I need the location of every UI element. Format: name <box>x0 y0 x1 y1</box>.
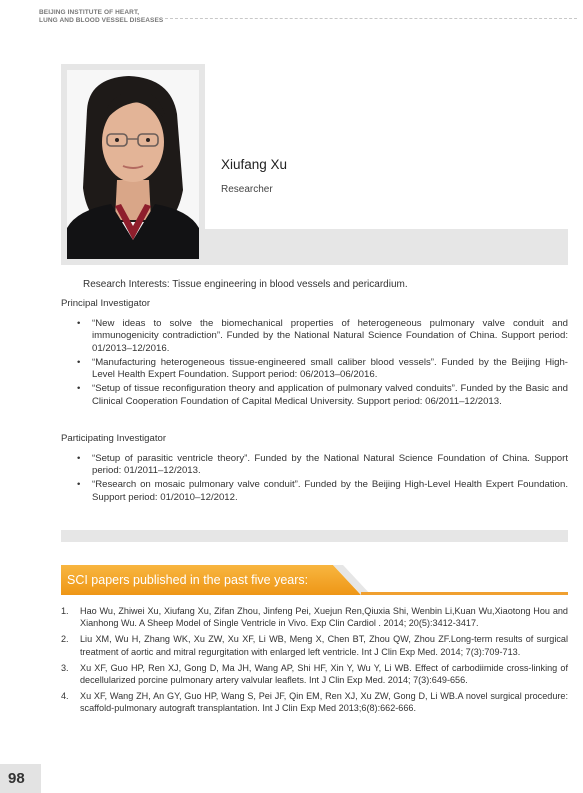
bullet-icon: • <box>77 453 81 464</box>
bullet-icon: • <box>77 318 81 329</box>
list-item <box>77 318 568 355</box>
list-item-text: “Setup of tissue reconfiguration theory and application of pulmonary valved conduits”. Funded by the Basic and Clinical Cooperation Foundation of Capital Medical University. Support period: 06/2011–12/2013. <box>92 383 568 407</box>
profile-gray-band <box>205 229 568 265</box>
list-item <box>61 633 568 657</box>
paper-citation: Liu XM, Wu H, Zhang WK, Xu ZW, Xu XF, Li WB, Meng X, Chen BT, Zhou QW, Zhou ZF.Long-term results of surgical treatment of aortic and mitral regurgitation with enlarged left ventricle. Int J Clin Exp Med. 2014; 7(3):709-713. <box>80 634 568 657</box>
list-item <box>61 690 568 714</box>
principal-investigator-heading: Principal Investigator <box>61 298 151 309</box>
participating-investigator-list <box>77 453 568 506</box>
list-item <box>77 357 568 382</box>
list-item-text: “Setup of parasitic ventricle theory”. Funded by the National Natural Science Foundation of China. Support period: 01/2011–12/2013. <box>92 453 568 477</box>
paper-citation: Xu XF, Wang ZH, An GY, Guo HP, Wang S, Pei JF, Qin EM, Ren XJ, Xu ZW, Gong D, Li WB.A novel surgical procedure: scaffold-pulmonary autograft transplantation. Int J Clin Exp Med 2013;6(8):662-666. <box>80 691 568 714</box>
paper-number: 4. <box>61 691 69 702</box>
list-item <box>77 479 568 504</box>
principal-investigator-list <box>77 318 568 410</box>
paper-number: 1. <box>61 606 69 616</box>
list-item-text: “New ideas to solve the biomechanical properties of heterogeneous pulmonary valve conduit and immunogenicity contradiction”. Funded by the National Natural Science Foundation of China. Support period: 01/2013–12/2016. <box>92 318 568 354</box>
list-item <box>77 453 568 478</box>
researcher-name: Xiufang Xu <box>221 157 288 172</box>
page-number: 98 <box>8 770 25 787</box>
list-item <box>77 383 568 408</box>
photo-frame <box>61 64 205 265</box>
paper-citation: Xu XF, Guo HP, Ren XJ, Gong D, Ma JH, Wang AP, Shi HF, Xin Y, Wu Y, Li WB. Effect of carbodiimide cross-linking of decellularized porcine pulmonary artery valvular leaflets. Int J Clin Exp Med. 2014; 7(3):649-656. <box>80 662 568 686</box>
institute-line-2: LUNG AND BLOOD VESSEL DISEASES <box>39 17 164 24</box>
header-dashed-rule <box>165 18 577 19</box>
bullet-icon: • <box>77 356 81 368</box>
paper-number: 2. <box>61 634 69 645</box>
research-interests: Research Interests: Tissue engineering in blood vessels and pericardium. <box>83 279 408 290</box>
paper-citation: Hao Wu, Zhiwei Xu, Xiufang Xu, Zifan Zhou, Jinfeng Pei, Xuejun Ren,Qiuxia Shi, Wenbin Li,Kuan Wu,Xiaotong Hou and Xianhong Wu. A Sheep Model of Single Ventricle in Vivo. Exp Clin Cardiol . 2014; 20(5):3412-3417. <box>80 606 568 629</box>
portrait-photo <box>67 70 199 259</box>
institute-line-1: BEIJING INSTITUTE OF HEART, <box>39 9 140 16</box>
sci-section-title: SCI papers published in the past five years: <box>67 573 309 587</box>
sci-paper-list <box>61 605 568 719</box>
page-number-box <box>0 764 41 793</box>
list-item-text: “Manufacturing heterogeneous tissue-engineered small caliber blood vessels”. Funded by the Beijing High-Level Health Expert Foundation. Support period: 06/2013–06/2016. <box>92 356 568 381</box>
list-item <box>61 605 568 629</box>
institute-header <box>39 9 163 25</box>
researcher-role: Researcher <box>221 184 273 195</box>
sci-banner <box>61 565 568 595</box>
list-item <box>61 662 568 686</box>
section-divider-strip <box>61 530 568 542</box>
bullet-icon: • <box>77 383 81 395</box>
paper-number: 3. <box>61 662 69 673</box>
bullet-icon: • <box>77 479 81 491</box>
participating-investigator-heading: Participating Investigator <box>61 433 167 444</box>
portrait-illustration <box>67 70 199 259</box>
list-item-text: “Research on mosaic pulmonary valve conduit”. Funded by the Beijing High-Level Health Expert Foundation. Support period: 01/2010–12/2012. <box>92 479 568 503</box>
